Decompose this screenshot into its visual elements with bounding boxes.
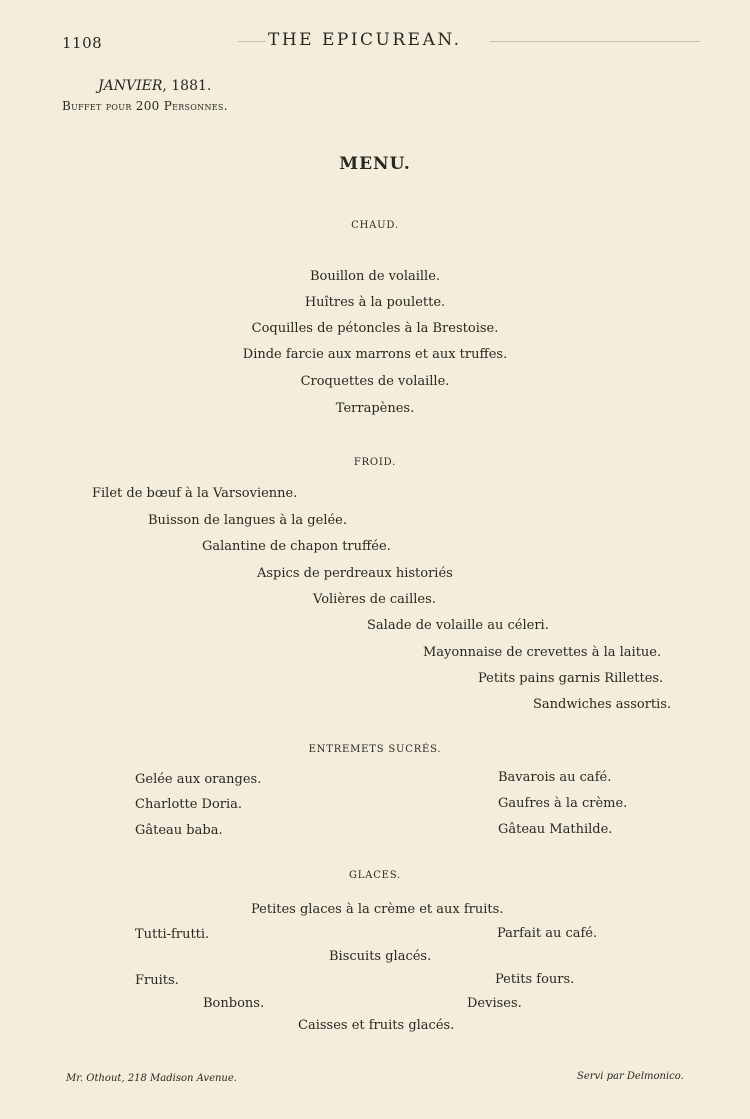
glaces-item: Biscuits glacés.	[329, 949, 432, 964]
glaces-item: Parfait au café.	[497, 926, 598, 941]
froid-item: Salade de volaille au céleri.	[367, 618, 549, 633]
chaud-item: Coquilles de pétoncles à la Brestoise.	[251, 321, 499, 336]
date-month: JANVIER	[98, 78, 163, 94]
header-rule-left	[238, 41, 266, 42]
froid-item: Mayonnaise de crevettes à la laitue.	[423, 645, 662, 660]
chaud-item: Bouillon de volaille.	[309, 269, 441, 284]
froid-item: Sandwiches assortis.	[533, 697, 672, 712]
froid-item: Galantine de chapon truffée.	[202, 539, 391, 554]
footer-caterer: Servi par Delmonico.	[577, 1071, 684, 1082]
section-heading-glaces: GLACES.	[348, 870, 402, 881]
glaces-item: Caisses et fruits glacés.	[298, 1018, 455, 1033]
entremets-right-item: Gâteau Mathilde.	[498, 822, 613, 837]
chaud-item: Huîtres à la poulette.	[304, 295, 446, 310]
froid-item: Petits pains garnis Rillettes.	[478, 671, 664, 686]
chaud-item: Dinde farcie aux marrons et aux truffes.	[242, 347, 508, 362]
glaces-item: Petites glaces à la crème et aux fruits.	[251, 902, 504, 917]
glaces-item: Tutti-frutti.	[135, 927, 210, 942]
froid-item: Volières de cailles.	[313, 592, 436, 607]
chaud-item: Croquettes de volaille.	[300, 374, 450, 389]
entremets-left-item: Gâteau baba.	[135, 823, 223, 838]
section-heading-chaud: CHAUD.	[351, 220, 399, 231]
glaces-item: Fruits.	[135, 973, 179, 988]
glaces-item: Devises.	[467, 996, 522, 1011]
section-heading-froid: FROID.	[353, 457, 397, 468]
entremets-left-item: Charlotte Doria.	[135, 797, 243, 812]
running-title: THE EPICUREAN.	[268, 30, 462, 50]
chaud-item: Terrapènes.	[335, 401, 415, 416]
page-number: 1108	[62, 34, 103, 52]
froid-item: Buisson de langues à la gelée.	[148, 513, 347, 528]
date-year: , 1881.	[162, 78, 212, 94]
menu-title: MENU.	[339, 154, 411, 174]
glaces-item: Bonbons.	[203, 996, 265, 1011]
section-heading-entremets: ENTREMETS SUCRÉS.	[308, 744, 442, 755]
entremets-right-item: Bavarois au café.	[498, 770, 612, 785]
header-rule-right	[490, 41, 700, 42]
froid-item: Filet de bœuf à la Varsovienne.	[92, 486, 298, 501]
entremets-left-item: Gelée aux oranges.	[135, 772, 262, 787]
entremets-right-item: Gaufres à la crème.	[498, 796, 628, 811]
buffet-line: Buffet pour 200 Personnes.	[62, 99, 228, 113]
footer-host: Mr. Othout, 218 Madison Avenue.	[66, 1073, 237, 1084]
froid-item: Aspics de perdreaux historiés	[257, 566, 453, 581]
glaces-item: Petits fours.	[495, 972, 575, 987]
menu-date	[98, 78, 211, 94]
